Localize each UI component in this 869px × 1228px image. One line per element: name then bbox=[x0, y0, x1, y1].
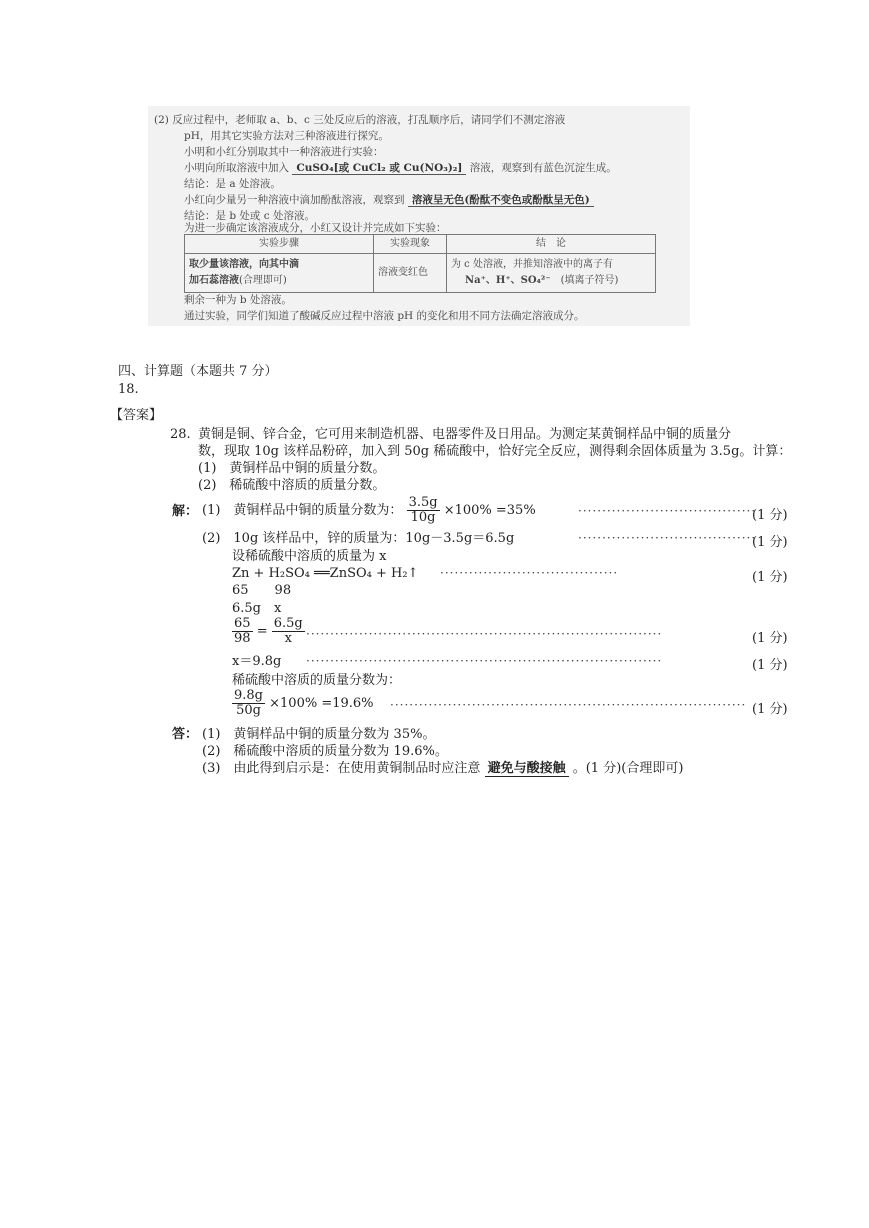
table-step-note: (合理即可) bbox=[239, 275, 287, 286]
ratio-equals: = bbox=[256, 624, 268, 639]
fraction-acid-denominator: 50g bbox=[236, 703, 261, 718]
solution-step-1 bbox=[202, 496, 536, 525]
table-step-line-2 bbox=[189, 273, 369, 289]
solution-step-1-prefix: (1) 黄铜样品中铜的质量分数为： bbox=[202, 503, 403, 518]
table-header-conclusion: 结 论 bbox=[447, 235, 656, 254]
dot-leader: ····································· bbox=[578, 531, 757, 545]
table-step-line-1: 取少量该溶液，向其中滴 bbox=[189, 259, 299, 270]
score-mark: (1 分) bbox=[752, 658, 788, 673]
scan-line-9: 剩余一种为 b 处溶液。 bbox=[184, 294, 292, 306]
score-mark: (1 分) bbox=[752, 535, 788, 550]
chemical-equation: Zn + H₂SO₄ ══ZnSO₄ + H₂↑ bbox=[232, 566, 419, 581]
solution-step-2: (2) 10g 该样品中，锌的质量为：10g－3.5g＝6.5g bbox=[202, 531, 515, 546]
section-title: 四、计算题（本题共 7 分） bbox=[118, 364, 278, 379]
dot-leader-segment: ····································· bbox=[568, 698, 746, 712]
scan-line-1: (2) 反应过程中，老师取 a、b、c 三处反应后的溶液，打乱顺序后，请同学们不测定溶液 bbox=[154, 114, 566, 126]
experiment-table-row bbox=[185, 254, 656, 293]
solution-step-4: 稀硫酸中溶质的质量分数为： bbox=[232, 673, 402, 688]
dot-leader bbox=[306, 627, 746, 641]
question-number: 18. bbox=[118, 382, 139, 397]
table-conclusion-ions: Na⁺、H⁺、SO₄²⁻ bbox=[465, 275, 551, 286]
dot-leader-segment: ····································· bbox=[306, 654, 485, 668]
experiment-table-header bbox=[185, 235, 656, 254]
fraction-copper bbox=[407, 496, 440, 525]
scan-line-2: pH，用其它实验方法对三种溶液进行探究。 bbox=[184, 130, 389, 142]
final-answer-3 bbox=[202, 761, 683, 777]
fraction-acid-numerator: 9.8g bbox=[234, 688, 263, 703]
table-header-step: 实验步骤 bbox=[185, 235, 374, 254]
final-answer-3-prefix: (3) 由此得到启示是：在使用黄铜制品时应注意 bbox=[202, 761, 481, 776]
score-mark: (1 分) bbox=[752, 631, 788, 646]
dot-leader: ····································· bbox=[440, 566, 619, 580]
dot-leader-segment: ····································· bbox=[484, 654, 663, 668]
score-mark: (1 分) bbox=[752, 702, 788, 717]
problem-stem-line-1: 黄铜是铜、锌合金，它可用来制造机器、电器零件及日用品。为测定某黄铜样品中铜的质量分 bbox=[198, 427, 732, 442]
scan-line-4-suffix: 溶液，观察到有蓝色沉淀生成。 bbox=[469, 162, 617, 174]
table-step-text: 加石蕊溶液 bbox=[189, 275, 239, 286]
dot-leader: ····································· bbox=[578, 504, 757, 518]
proportion bbox=[232, 617, 305, 646]
solution-step-1-suffix: ×100% =35% bbox=[443, 503, 536, 518]
actual-mass-row: 6.5g x bbox=[232, 601, 282, 616]
answer-label: 【答案】 bbox=[110, 408, 163, 423]
dot-leader bbox=[390, 698, 746, 712]
ratio-left-numerator: 65 bbox=[234, 616, 251, 631]
scan-line-8: 为进一步确定该溶液成分，小红又设计并完成如下实验： bbox=[184, 222, 447, 234]
ratio-right-denominator: x bbox=[284, 631, 292, 646]
fraction-copper-denominator: 10g bbox=[410, 510, 436, 525]
relative-mass-row: 65 98 bbox=[232, 583, 292, 598]
experiment-table bbox=[184, 234, 656, 293]
dot-leader-segment: ····································· bbox=[306, 627, 485, 641]
ratio-right-numerator: 6.5g bbox=[273, 616, 303, 631]
final-answer-2: (2) 稀硫酸中溶质的质量分数为 19.6%。 bbox=[202, 744, 448, 759]
fraction-copper-numerator: 3.5g bbox=[408, 495, 438, 510]
ratio-left-denominator: 98 bbox=[234, 631, 251, 646]
final-answer-label: 答： bbox=[172, 727, 199, 742]
table-cell-phenomenon: 溶液变红色 bbox=[374, 254, 447, 293]
scan-line-5: 结论：是 a 处溶液。 bbox=[184, 178, 281, 190]
final-answer-3-blank: 避免与酸接触 bbox=[485, 761, 569, 777]
scan-line-6 bbox=[184, 192, 594, 208]
solution-step-5 bbox=[232, 689, 374, 718]
fraction-acid bbox=[232, 689, 265, 718]
problem-stem-line-2: 数，现取 10g 该样品粉碎，加入到 50g 稀硫酸中，恰好完全反应，测得剩余固体质量为 3.5g。计算： bbox=[198, 444, 792, 459]
dot-leader bbox=[306, 654, 746, 668]
table-conclusion-line-1: 为 c 处溶液，并推知溶液中的离子有 bbox=[451, 259, 613, 270]
scan-line-6-prefix: 小红向少量另一种溶液中滴加酚酞溶液，观察到 bbox=[184, 194, 405, 206]
x-result: x＝9.8g bbox=[232, 654, 282, 669]
scanned-excerpt bbox=[148, 106, 690, 326]
scan-answer-reagent: CuSO₄[或 CuCl₂ 或 Cu(NO₃)₂] bbox=[292, 162, 466, 175]
problem-number: 28. bbox=[170, 427, 191, 442]
scan-line-3: 小明和小红分别取其中一种溶液进行实验： bbox=[184, 146, 384, 158]
fraction-ratio-left bbox=[232, 617, 253, 646]
final-answer-3-suffix: 。(1 分)(合理即可) bbox=[572, 761, 684, 776]
table-conclusion-note: (填离子符号) bbox=[560, 275, 619, 286]
scan-line-10: 通过实验，同学们知道了酸碱反应过程中溶液 pH 的变化和用不同方法确定溶液成分。 bbox=[184, 310, 585, 322]
solution-assumption: 设稀硫酸中溶质的质量为 x bbox=[232, 549, 387, 564]
score-mark: (1 分) bbox=[752, 570, 788, 585]
scan-answer-phenomenon: 溶液呈无色(酚酞不变色或酚酞呈无色) bbox=[408, 194, 594, 207]
scan-line-4 bbox=[184, 160, 617, 176]
table-header-phenomenon: 实验现象 bbox=[374, 235, 447, 254]
table-cell-step bbox=[185, 254, 374, 293]
solution-label: 解： bbox=[172, 504, 199, 519]
table-conclusion-line-2 bbox=[451, 273, 651, 289]
solution-step-5-suffix: ×100% =19.6% bbox=[269, 696, 374, 711]
scan-line-4-prefix: 小明向所取溶液中加入 bbox=[184, 162, 289, 174]
final-answer-1: (1) 黄铜样品中铜的质量分数为 35%。 bbox=[202, 727, 436, 742]
fraction-ratio-right bbox=[272, 617, 305, 646]
table-cell-conclusion bbox=[447, 254, 656, 293]
scan-line-7: 结论：是 b 处或 c 处溶液。 bbox=[184, 210, 315, 222]
dot-leader-segment: ····································· bbox=[484, 627, 663, 641]
score-mark: (1 分) bbox=[752, 508, 788, 523]
problem-question-2: (2) 稀硫酸中溶质的质量分数。 bbox=[198, 478, 386, 493]
problem-question-1: (1) 黄铜样品中铜的质量分数。 bbox=[198, 461, 386, 476]
dot-leader-segment: ····································· bbox=[390, 698, 569, 712]
